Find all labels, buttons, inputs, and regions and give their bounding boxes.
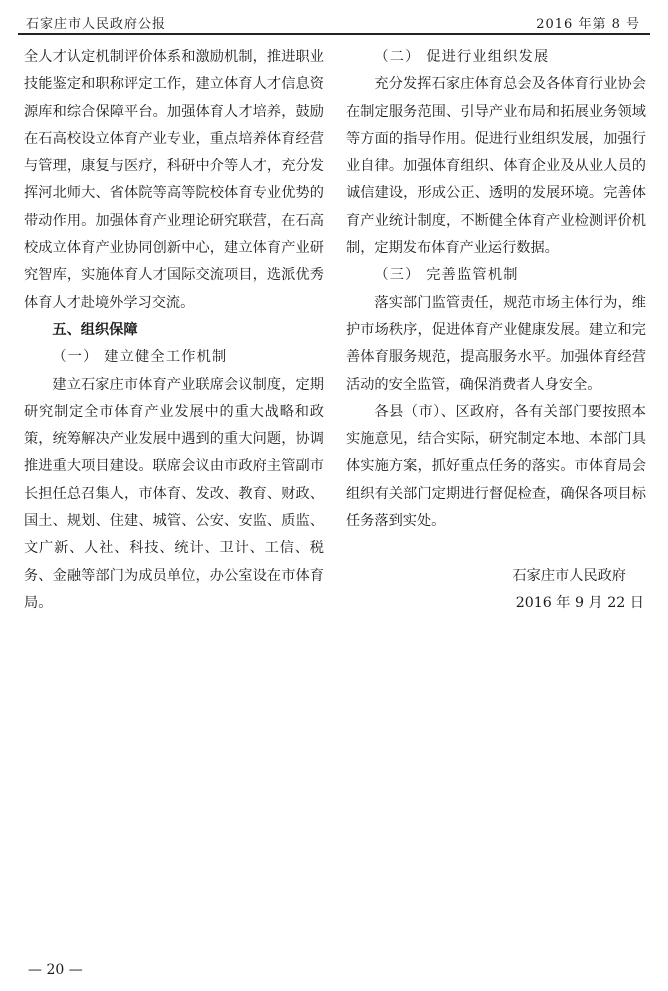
issue-number: 2016 年第 8 号 [536, 17, 640, 32]
paragraph-supervision: 落实部门监管责任，规范市场主体行为，维护市场秩序，促进体育产业健康发展。建立和完善体育服务规范，提高服务水平。加强体育经营活动的安全监管，确保消费者人身安全。 [346, 294, 646, 393]
page-header [18, 9, 650, 33]
section-heading-organization: 五、组织保障 [52, 321, 138, 338]
right-column [346, 44, 646, 617]
paragraph-implementation: 各县（市）、区政府，各有关部门要按照本实施意见，结合实际，研究制定本地、本部门具体实施方案，抓好重点任务的落实。市体育局会组织有关部门定期进行督促检查，确保各项目标任务落到实处。 [346, 403, 646, 530]
publication-title: 石家庄市人民政府公报 [26, 17, 167, 32]
signature-date: 2016 年 9 月 22 日 [515, 594, 644, 611]
signature-issuer: 石家庄市人民政府 [512, 567, 626, 584]
paragraph-industry-associations: 充分发挥石家庄体育总会及各体育行业协会在制定服务范围、引导产业布局和拓展业务领域等方面的指导作用。促进行业组织发展，加强行业自律。加强体育组织、体育企业及从业人员的诚信建设，形成公正、透明的发展环境。完善体育产业统计制度，不断健全体育产业检测评价机制，定期发布体育产业运行数据。 [346, 76, 646, 257]
left-column [24, 44, 324, 617]
paragraph-talent-mechanism: 全人才认定机制评价体系和激励机制，推进职业技能鉴定和职称评定工作，建立体育人才信息资源库和综合保障平台。加强体育人才培养，鼓励在石高校设立体育产业专业，重点培养体育经营与管理，康复与医疗，科研中介等人才，充分发挥河北师大、省体院等高等院校体育专业优势的带动作用。加强体育产业理论研究联营，在石高校成立体育产业协同创新中心，建立体育产业研究智库，实施体育人才国际交流项目，选派优秀体育人才赴境外学习交流。 [24, 49, 324, 311]
subheading-supervision: （三） 完善监管机制 [374, 267, 519, 284]
paragraph-joint-meeting: 建立石家庄市体育产业联席会议制度，定期研究制定全市体育产业发展中的重大战略和政策，统筹解决产业发展中遇到的重大问题，协调推进重大项目建设。联席会议由市政府主管副市长担任总召集人，市体育、发改、教育、财政、国土、规划、住建、城管、公安、安监、质监、文广新、人社、科技、统计、卫计、工信、税务、金融等部门为成员单位，办公室设在市体育局。 [24, 376, 324, 611]
header-divider [18, 33, 650, 35]
page-number: — 20 — [28, 962, 83, 978]
subheading-industry-organizations: （二） 促进行业组织发展 [374, 49, 550, 65]
subheading-work-mechanism: （一） 建立健全工作机制 [52, 349, 228, 366]
